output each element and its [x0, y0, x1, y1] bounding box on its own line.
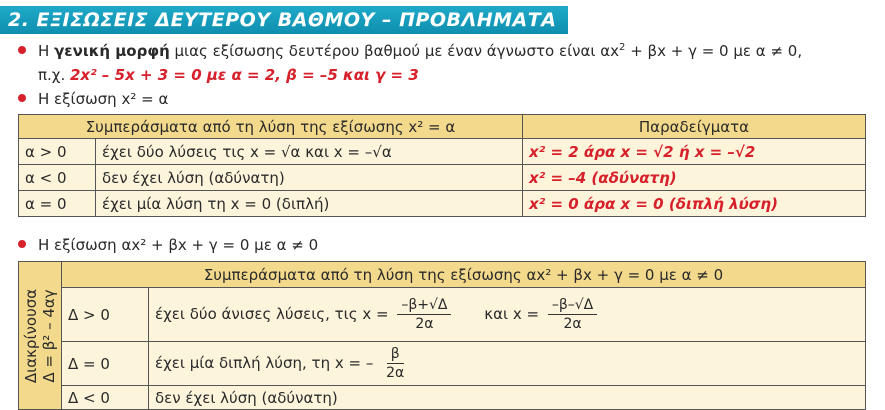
discriminant-side-label [19, 262, 62, 410]
example-cell: x² = –4 (αδύνατη) [523, 165, 866, 191]
section1-heading [18, 90, 168, 108]
table-header-row [19, 115, 866, 139]
row1-desc: έχει δύο άνισες λύσεις, τις x = [155, 305, 394, 323]
intro-eq-tail: + βx + γ = 0 με α ≠ 0, [625, 42, 803, 60]
condition-cell: α > 0 [19, 139, 96, 165]
fraction-double-root [382, 345, 408, 382]
intro-line: Η γενική μορφή μιας εξίσωσης δευτέρου βαθμού με έναν άγνωστο είναι $\alpha x^2 + \beta x + \gamma = 0$ με α ≠ 0, [18, 42, 802, 60]
table-simple-quadratic [18, 114, 866, 217]
table-row [19, 288, 866, 342]
example-line [38, 66, 419, 84]
section1-label: Η εξίσωση x² = α [38, 90, 169, 108]
description-cell [149, 288, 866, 342]
section-title: 2. ΕΞΙΣΩΣΕΙΣ ΔΕΥΤΕΡΟΥ ΒΑΘΜΟΥ – ΠΡΟΒΛΗΜΑΤΑ [0, 6, 568, 34]
fraction-numerator: β [387, 345, 404, 364]
example-cell: x² = 2 άρα x = √2 ή x = –√2 [523, 139, 866, 165]
header-conclusions: Συμπεράσματα από τη λύση της εξίσωσης αx² + βx + γ = 0 με α ≠ 0 [62, 262, 866, 288]
description-cell: έχει δύο λύσεις τις x = √α και x = –√α [96, 139, 523, 165]
row1-mid: και x = [484, 305, 544, 323]
table-row [19, 342, 866, 386]
bullet-icon [18, 46, 26, 54]
description-cell: έχει μία λύση τη x = 0 (διπλή) [96, 191, 523, 217]
side-line1: Διακρίνουσα [22, 288, 40, 383]
condition-cell: α = 0 [19, 191, 96, 217]
description-cell [149, 342, 866, 386]
description-cell: δεν έχει λύση (αδύνατη) [96, 165, 523, 191]
example-cell: x² = 0 άρα x = 0 (διπλή λύση) [523, 191, 866, 217]
table-row [19, 386, 866, 410]
condition-cell: α < 0 [19, 165, 96, 191]
bullet-icon [18, 94, 26, 102]
header-conclusions: Συμπεράσματα από τη λύση της εξίσωσης x² = α [19, 115, 523, 139]
section2-label: Η εξίσωση αx² + βx + γ = 0 με α ≠ 0 [38, 236, 319, 254]
example-label: π.χ. [38, 66, 70, 84]
condition-cell: Δ > 0 [62, 288, 149, 342]
fraction-denominator: 2α [415, 316, 434, 332]
table-header-row [19, 262, 866, 288]
intro-bold: γενική μορφή [54, 42, 170, 60]
side-line2: Δ = β² – 4αγ [40, 288, 58, 383]
discriminant-label [22, 288, 58, 382]
condition-cell: Δ < 0 [62, 386, 149, 410]
fraction-denominator: 2α [563, 316, 582, 332]
example-text: 2x² – 5x + 3 = 0 με α = 2, β = –5 και γ = 3 [70, 66, 419, 84]
fraction-root2 [548, 296, 597, 333]
description-cell: δεν έχει λύση (αδύνατη) [149, 386, 866, 410]
header-examples: Παραδείγματα [523, 115, 866, 139]
fraction-numerator: –β–√Δ [548, 296, 597, 315]
row2-desc: έχει μία διπλή λύση, τη x = – [155, 354, 379, 372]
fraction-root1 [397, 296, 451, 333]
bullet-icon [18, 240, 26, 248]
table-row [19, 165, 866, 191]
section2-heading [18, 236, 318, 254]
fraction-numerator: –β+√Δ [397, 296, 451, 315]
intro-prefix: Η [38, 42, 55, 60]
fraction-denominator: 2α [386, 365, 405, 381]
table-row [19, 139, 866, 165]
condition-cell: Δ = 0 [62, 342, 149, 386]
intro-rest: μιας εξίσωσης δευτέρου βαθμού με έναν άγνωστο είναι αx [169, 42, 620, 60]
table-row [19, 191, 866, 217]
table-general-quadratic [18, 261, 866, 410]
